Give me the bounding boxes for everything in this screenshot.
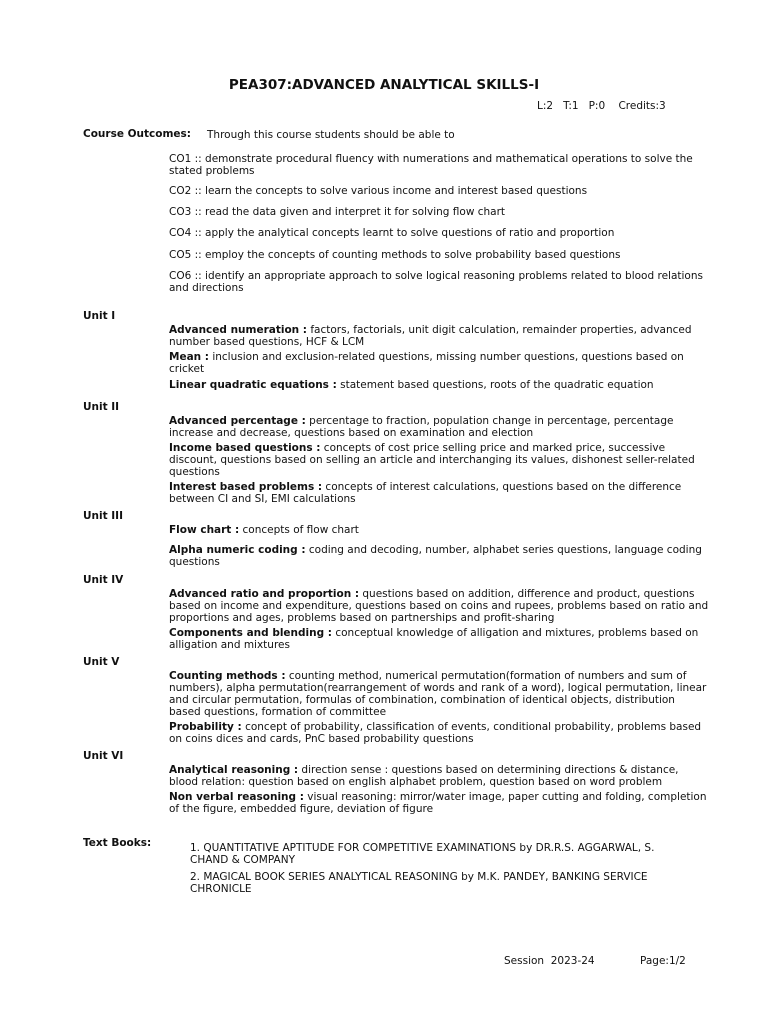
topic-text: visual reasoning: mirror/water image, paper cutting and folding, completion of the figure, embedded figure, deviation of figure [169,791,707,815]
topic-heading: Advanced numeration : [169,324,308,336]
topic-heading: Income based questions : [169,442,321,454]
unit-topic [169,791,709,815]
unit-label: Unit I [83,310,116,322]
course-outcome-item: CO1 :: demonstrate procedural fluency with numerations and mathematical operations to solve the stated problems [169,153,693,177]
unit-topic [169,670,709,718]
course-outcome-item: CO4 :: apply the analytical concepts learnt to solve questions of ratio and proportion [169,227,615,239]
topic-heading: Flow chart : [169,524,240,536]
course-outcomes-intro: Through this course students should be able to [207,129,455,141]
topic-text: percentage to fraction, population change in percentage, percentage increase and decrease, questions based on examination and election [169,415,674,439]
session-label: Session 2023-24 [504,955,595,967]
topic-text: direction sense : questions based on determining directions & distance, blood relation: question based on english alphabet problem, question based on word problem [169,764,679,788]
topic-text: conceptual knowledge of alligation and mixtures, problems based on alligation and mixtures [169,627,699,651]
unit-topic [169,524,709,536]
unit-label: Unit III [83,510,123,522]
unit-topic [169,415,709,439]
topic-heading: Components and blending : [169,627,332,639]
topic-text: concept of probability, classification of events, conditional probability, problems based on coins dices and cards, PnC based probability questions [169,721,702,745]
unit-label: Unit II [83,401,120,413]
topic-heading: Alpha numeric coding : [169,544,306,556]
unit-topic [169,721,709,745]
unit-topic [169,627,709,651]
unit-topic [169,351,709,375]
unit-topic [169,544,709,568]
unit-label: Unit V [83,656,120,668]
text-book-item: 2. MAGICAL BOOK SERIES ANALYTICAL REASONING by M.K. PANDEY, BANKING SERVICE CHRONICLE [190,871,648,895]
topic-text: counting method, numerical permutation(formation of numbers and sum of numbers), alpha permutation(rearrangement of words and rank of a word), logical permutation, linear and circular permutation, formulas of combination, combination of identical objects, distribution based questions, formation of committee [169,670,707,718]
topic-text: concepts of flow chart [239,524,359,536]
topic-text: concepts of cost price selling price and marked price, successive discount, questions based on selling an article and interchanging its values, dishonest seller-related questions [169,442,695,478]
topic-text: factors, factorials, unit digit calculation, remainder properties, advanced number based questions, HCF & LCM [169,324,692,348]
unit-topic [169,764,709,788]
unit-label: Unit IV [83,574,124,586]
unit-topic [169,442,709,478]
page-number: Page:1/2 [640,955,686,967]
course-outcome-item: CO2 :: learn the concepts to solve various income and interest based questions [169,185,588,197]
unit-topic [169,588,709,624]
unit-topic [169,379,709,391]
course-outcome-item: CO3 :: read the data given and interpret it for solving flow chart [169,206,506,218]
unit-label: Unit VI [83,750,124,762]
topic-heading: Mean : [169,351,209,363]
topic-heading: Linear quadratic equations : [169,379,337,391]
topic-heading: Advanced percentage : [169,415,306,427]
topic-text: questions based on addition, difference and product, questions based on income and expenditure, questions based on coins and rupees, problems based on ratio and proportions and ages, problems based on partnerships and profit-sharing [169,588,709,624]
course-outcomes-label: Course Outcomes: [83,128,191,140]
course-title: PEA307:ADVANCED ANALYTICAL SKILLS-I [228,77,540,93]
unit-topic [169,481,709,505]
course-outcome-item: CO6 :: identify an appropriate approach to solve logical reasoning problems related to blood relations and directions [169,270,703,294]
unit-topic [169,324,709,348]
topic-heading: Counting methods : [169,670,286,682]
topic-heading: Non verbal reasoning : [169,791,304,803]
topic-text: coding and decoding, number, alphabet series questions, language coding questions [169,544,702,568]
topic-text: statement based questions, roots of the quadratic equation [336,379,654,391]
topic-heading: Probability : [169,721,242,733]
topic-heading: Analytical reasoning : [169,764,299,776]
topic-heading: Advanced ratio and proportion : [169,588,360,600]
topic-text: concepts of interest calculations, questions based on the difference between CI and SI, EMI calculations [169,481,682,505]
topic-text: inclusion and exclusion-related questions, missing number questions, questions based on cricket [169,351,684,375]
text-book-item: 1. QUANTITATIVE APTITUDE FOR COMPETITIVE EXAMINATIONS by DR.R.S. AGGARWAL, S. CHAND & COMPANY [190,842,655,866]
topic-heading: Interest based problems : [169,481,323,493]
text-books-label: Text Books: [83,837,152,849]
course-outcome-item: CO5 :: employ the concepts of counting methods to solve probability based questions [169,249,621,261]
credits-line: L:2 T:1 P:0 Credits:3 [537,100,666,112]
